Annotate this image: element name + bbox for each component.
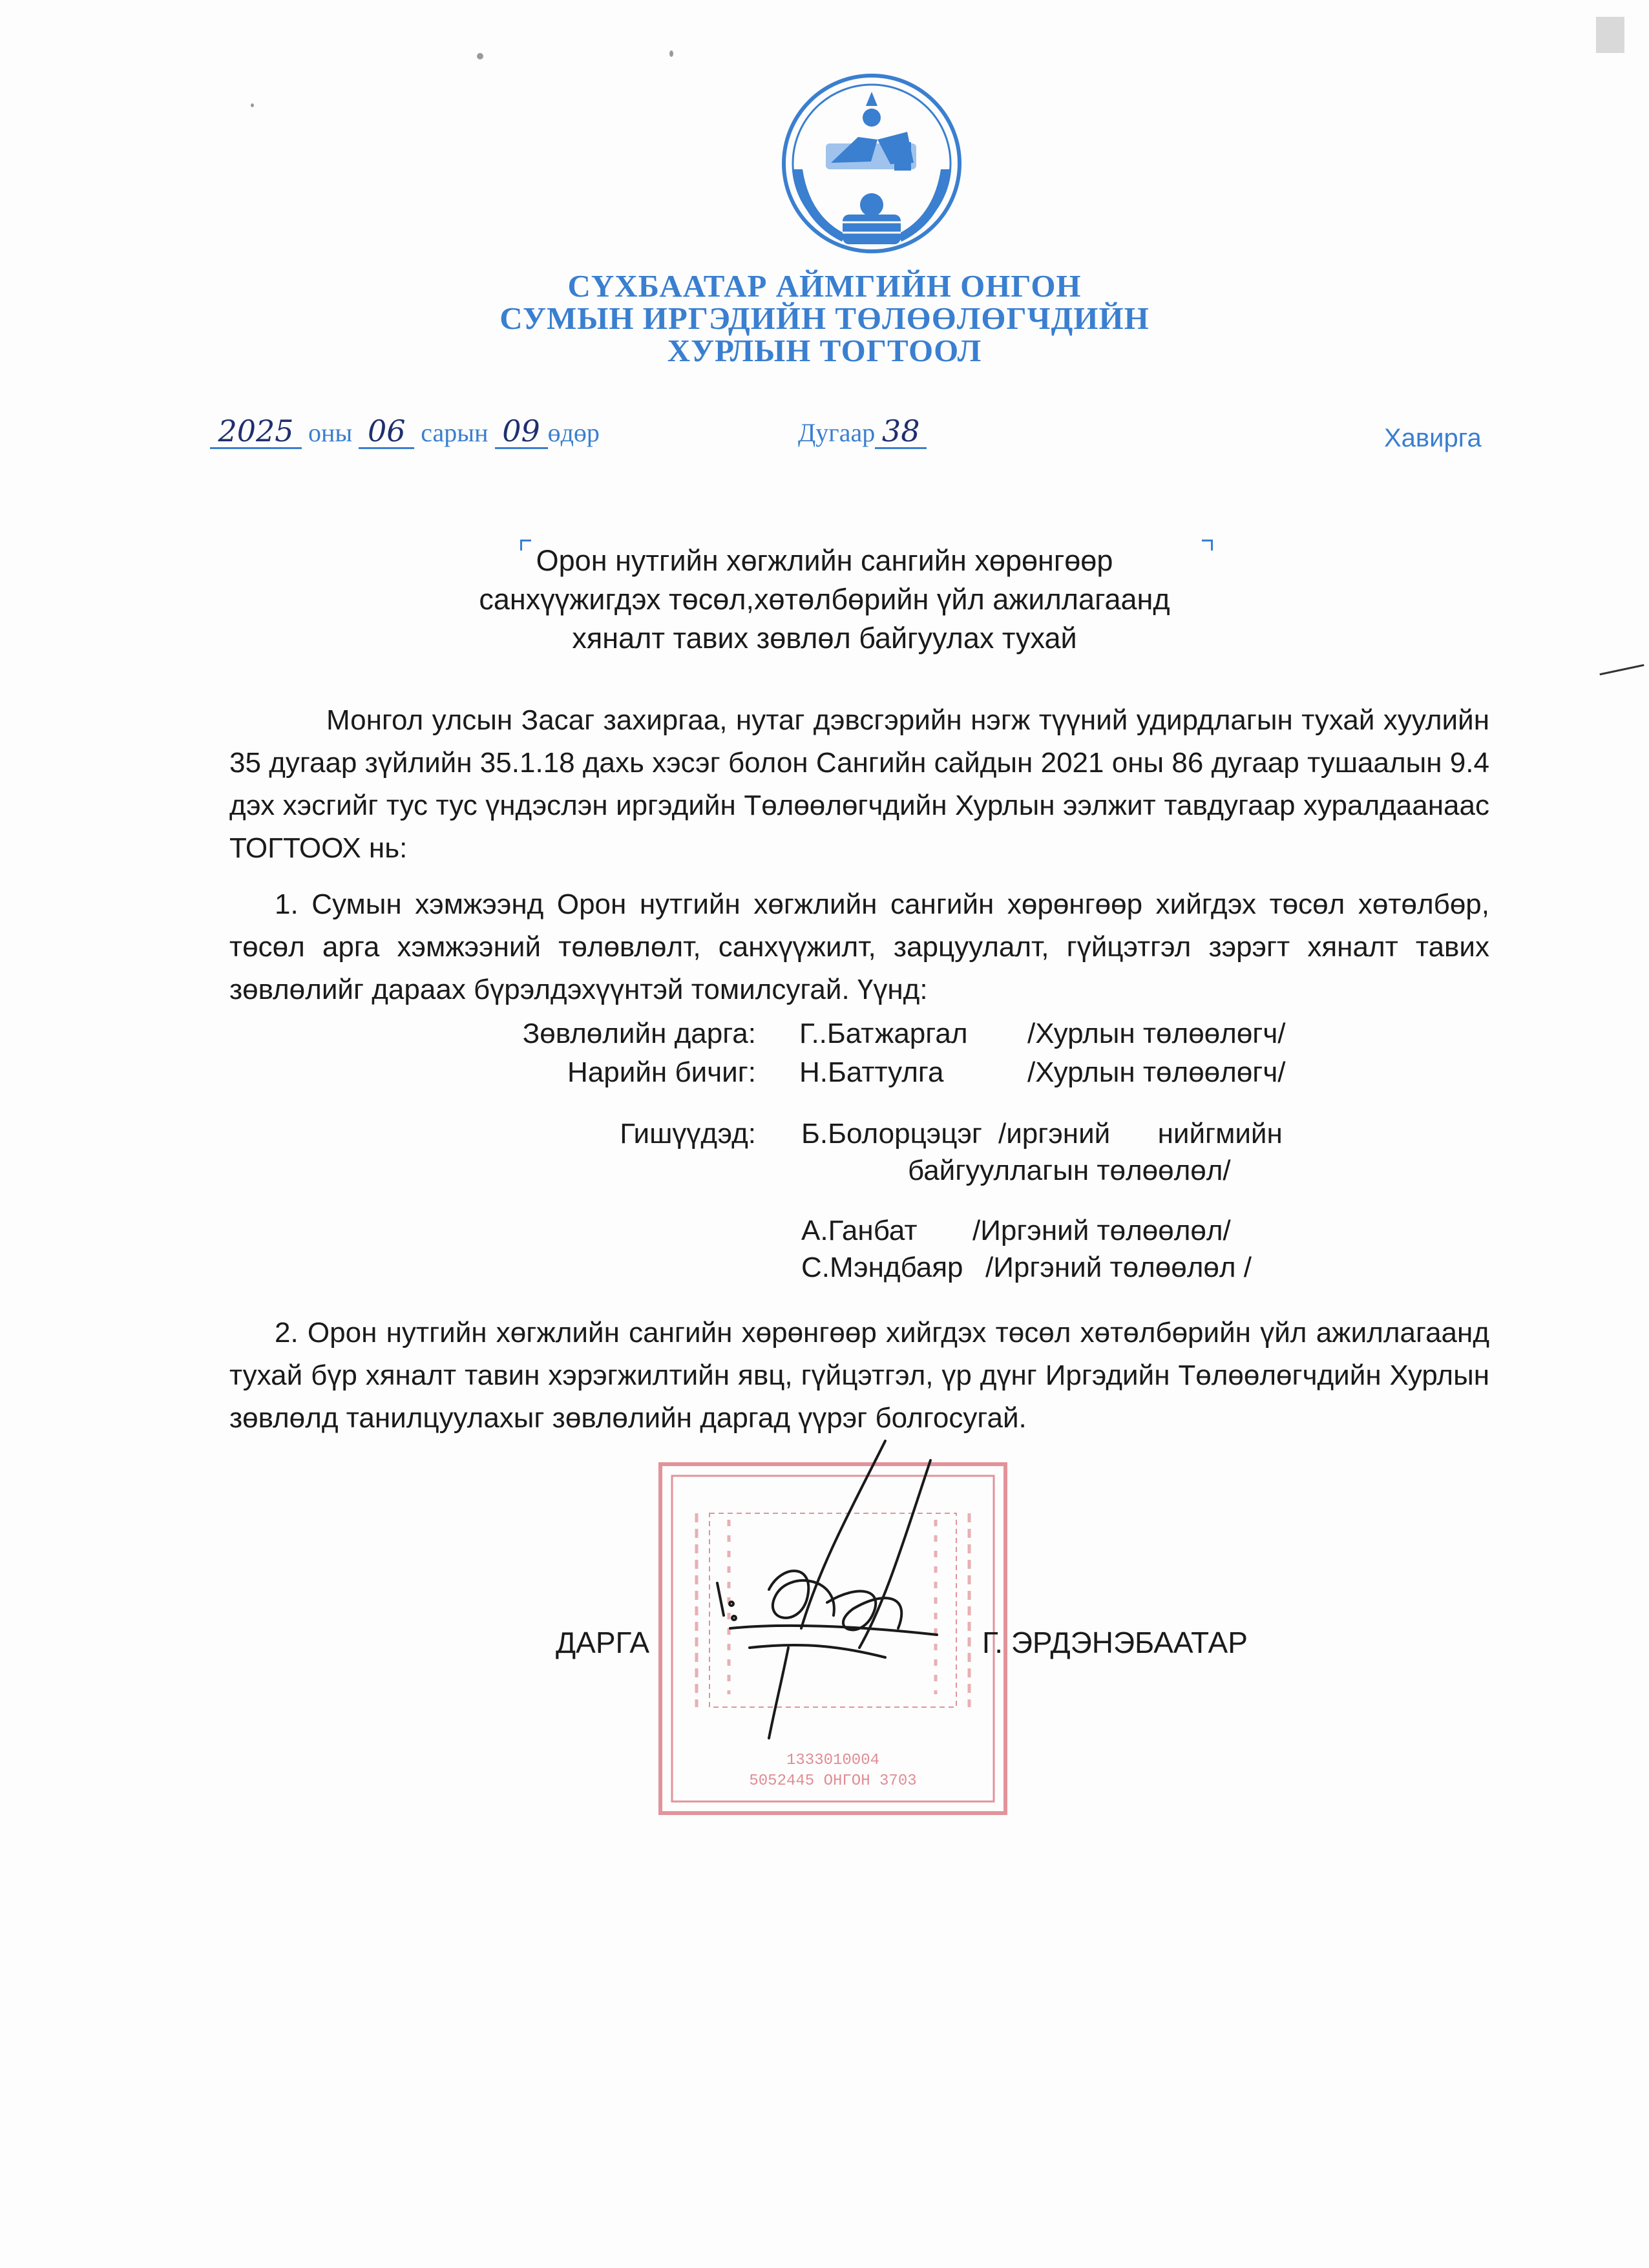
chair-label: Зөвлөлийн дарга: — [522, 1018, 756, 1049]
date-line — [210, 415, 600, 449]
signer-title: ДАРГА — [556, 1626, 650, 1659]
date-year-suffix: оны — [308, 418, 353, 447]
signer-name: Г. ЭРДЭНЭБААТАР — [982, 1626, 1248, 1659]
date-month-suffix: сарын — [421, 418, 488, 447]
scan-corner-mark — [1596, 17, 1624, 53]
document-number-field: 38 — [875, 415, 927, 449]
document-number-label: Дугаар — [798, 418, 876, 447]
member-1-name: Б.Болорцэцэг — [801, 1118, 982, 1150]
seal-number-line1: 1333010004 — [786, 1752, 880, 1769]
item-1-paragraph: 1. Сумын хэмжээнд Орон нутгийн хөгжлийн сангийн хөрөнгөөр хийгдэх төсөл хөтөлбөр, төсөл арга хэмжээний төлөвлөлт, санхүүжилт, зарцуулалт, гүйцэтгэл зэрэгт хяналт тавих зөвлөлийг дараах бүрэлдэхүүнтэй томилсугай. Үүнд: — [229, 888, 1489, 1005]
document-place: Хавирга — [1384, 424, 1482, 452]
seal-number-line2: 5052445 ОНГОН 3703 — [749, 1772, 917, 1790]
member-1-role-cont: байгууллагын төлөөлөл/ — [908, 1155, 1231, 1186]
handwritten-signature — [691, 1434, 969, 1758]
scan-speck — [669, 50, 673, 57]
scan-dash-mark — [1599, 664, 1644, 675]
org-title-line1: СҮХБААТАР АЙМГИЙН ОНГОН — [567, 268, 1082, 304]
chair-name: Г..Батжаргал — [799, 1018, 968, 1049]
subject-line3: хяналт тавих зөвлөл байгуулах тухай — [572, 622, 1077, 655]
subject-line1: Орон нутгийн хөгжлийн сангийн хөрөнгөөр — [536, 544, 1113, 577]
member-3-role: /Иргэний төлөөлөл / — [985, 1252, 1252, 1283]
org-title-line3: ХУРЛЫН ТОГТООЛ — [667, 333, 982, 368]
date-month-field: 06 — [359, 415, 414, 449]
member-3-name: С.Мэндбаяр — [801, 1252, 963, 1283]
org-title-line2: СУМЫН ИРГЭДИЙН ТӨЛӨӨЛӨГЧДИЙН — [499, 300, 1150, 336]
chair-role: /Хурлын төлөөлөгч/ — [1027, 1018, 1286, 1049]
secretary-label: Нарийн бичиг: — [567, 1056, 756, 1088]
item-2-paragraph: 2. Орон нутгийн хөгжлийн сангийн хөрөнгөөр хийгдэх төсөл хөтөлбөрийн үйл ажиллагаанд тухай бүр хяналт тавин хэрэгжилтийн явц, гүйцэтгэл, үр дүнг Иргэдийн Төлөөлөгчдийн Хурлын зөвлөлд танилцуулахыг зөвлөлийн даргад үүрэг болгосугай. — [229, 1317, 1489, 1434]
member-2-name: А.Ганбат — [801, 1215, 918, 1246]
member-2-role: /Иргэний төлөөлөл/ — [972, 1215, 1231, 1246]
mongolia-emblem-icon — [781, 72, 963, 255]
secretary-name: Н.Баттулга — [799, 1056, 944, 1088]
scan-speck — [477, 53, 483, 59]
member-1-role: /иргэний нийгмийн — [998, 1118, 1283, 1150]
intro-paragraph: Монгол улсын Засаг захиргаа, нутаг дэвсгэрийн нэгж түүний удирдлагын тухай хуулийн 35 дугаар зүйлийн 35.1.18 дахь хэсэг болон Сангийн сайдын 2021 оны 86 дугаар тушаалын 9.4 дэх хэсгийг тус тус үндэслэн иргэдийн Төлөөлөгчдийн Хурлын ээлжит тавдугаар хуралдаанаас ТОГТООХ нь: — [229, 704, 1489, 864]
date-day-suffix: өдөр — [547, 418, 600, 447]
scan-speck — [251, 103, 254, 107]
date-year-field: 2025 — [210, 415, 302, 449]
document-number — [798, 415, 927, 449]
secretary-role: /Хурлын төлөөлөгч/ — [1027, 1056, 1286, 1088]
date-day-field: 09 — [495, 415, 548, 449]
subject-line2: санхүүжигдэх төсөл,хөтөлбөрийн үйл ажиллагаанд — [479, 583, 1170, 616]
members-label: Гишүүдэд: — [620, 1118, 756, 1150]
